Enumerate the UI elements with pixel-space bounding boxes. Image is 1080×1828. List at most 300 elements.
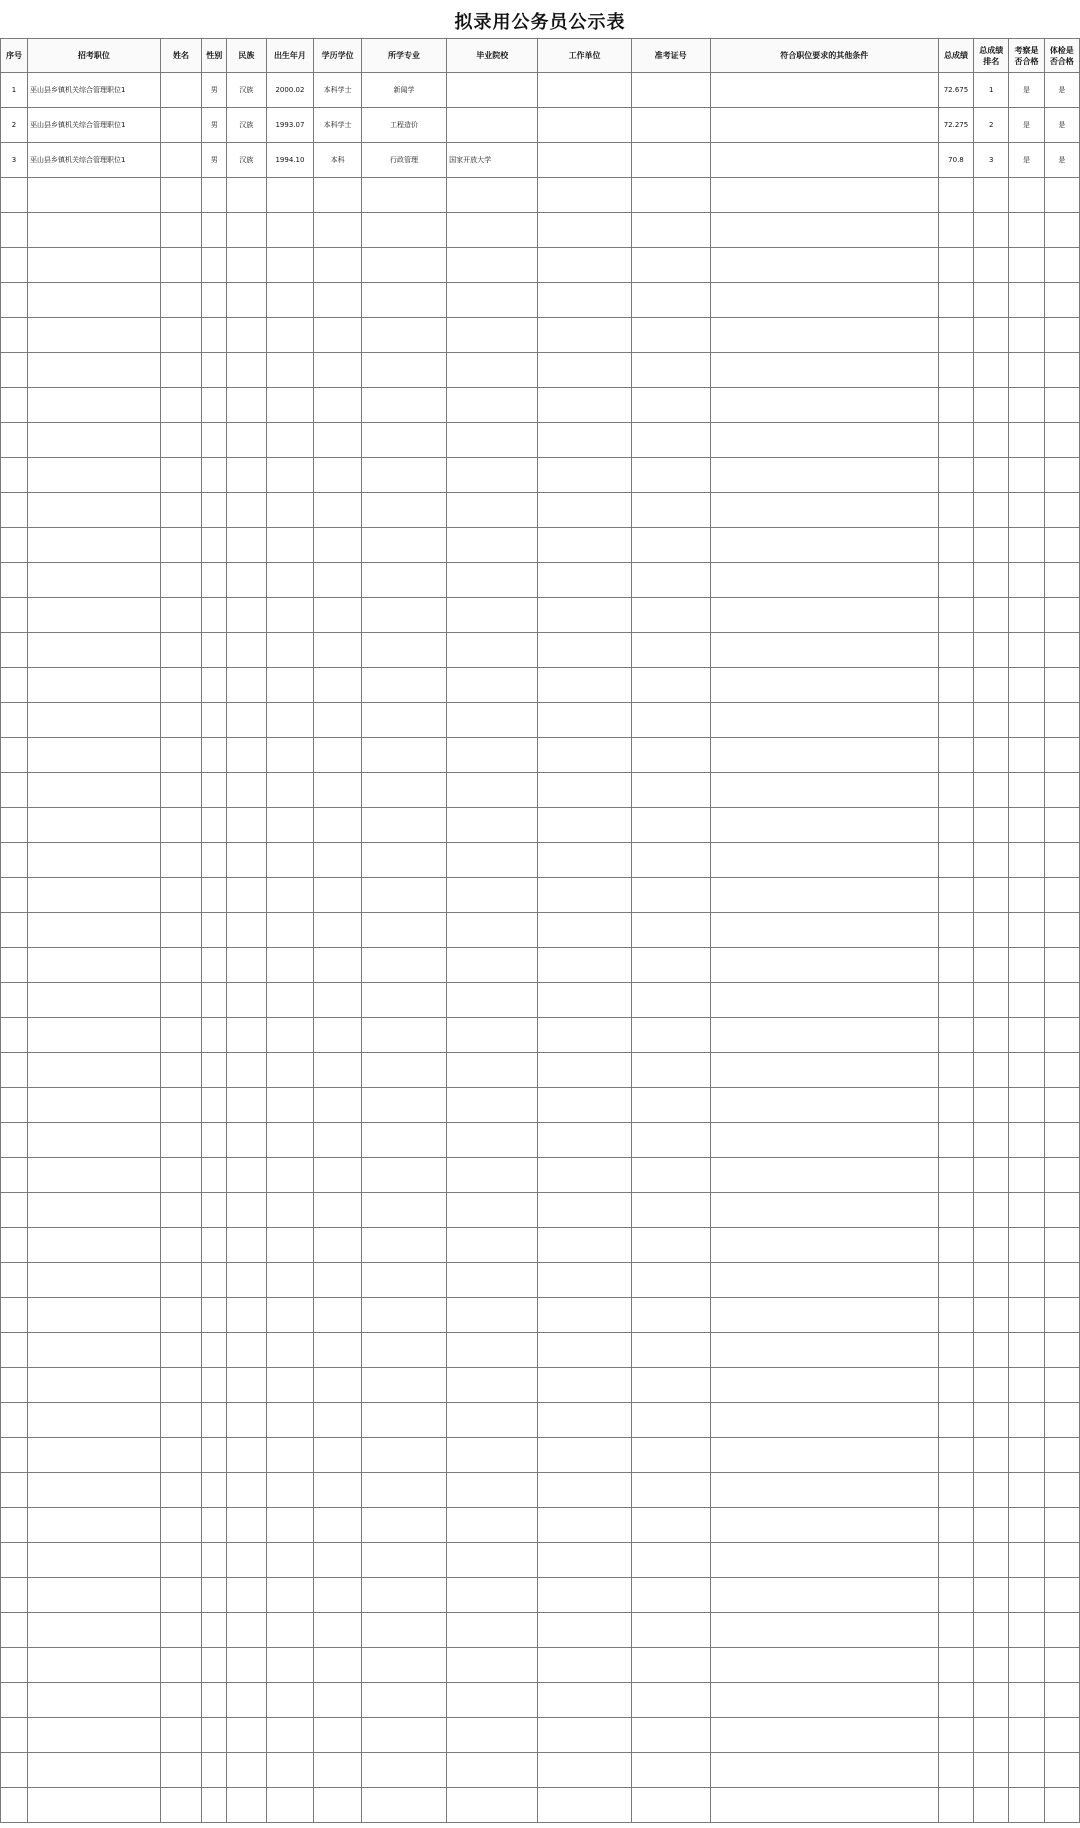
blank-birth-date-cell	[266, 703, 314, 738]
blank-school-cell	[447, 493, 538, 528]
blank-gender-cell	[202, 1543, 227, 1578]
blank-major-cell	[362, 283, 447, 318]
blank-inspection-result-cell	[1009, 703, 1044, 738]
blank-exam-number-cell	[631, 423, 710, 458]
blank-medical-result-cell	[1044, 1403, 1079, 1438]
blank-exam-number-cell	[631, 458, 710, 493]
blank-conditions-cell	[710, 1753, 938, 1788]
blank-degree-cell	[314, 1578, 362, 1613]
blank-conditions-cell	[710, 703, 938, 738]
blank-birth-date-cell	[266, 738, 314, 773]
header-cell: 民族	[227, 39, 266, 73]
blank-score-cell	[938, 1648, 973, 1683]
blank-school-cell	[447, 1158, 538, 1193]
blank-conditions-cell	[710, 248, 938, 283]
blank-name-cell	[160, 1508, 202, 1543]
blank-gender-cell	[202, 283, 227, 318]
blank-name-cell	[160, 948, 202, 983]
position-cell: 巫山县乡镇机关综合管理职位1	[27, 73, 160, 108]
blank-inspection-result-cell	[1009, 1403, 1044, 1438]
blank-inspection-result-cell	[1009, 1543, 1044, 1578]
blank-ethnicity-cell	[227, 1753, 266, 1788]
blank-score-cell	[938, 668, 973, 703]
blank-table-row	[1, 458, 1080, 493]
blank-medical-result-cell	[1044, 283, 1079, 318]
blank-conditions-cell	[710, 773, 938, 808]
score-cell: 72.275	[938, 108, 973, 143]
blank-medical-result-cell	[1044, 458, 1079, 493]
blank-workplace-cell	[538, 1648, 631, 1683]
medical-result-cell: 是	[1044, 143, 1079, 178]
blank-rank-cell	[974, 528, 1009, 563]
blank-degree-cell	[314, 388, 362, 423]
blank-workplace-cell	[538, 248, 631, 283]
blank-name-cell	[160, 913, 202, 948]
blank-school-cell	[447, 1613, 538, 1648]
blank-table-row	[1, 178, 1080, 213]
blank-score-cell	[938, 1123, 973, 1158]
blank-gender-cell	[202, 388, 227, 423]
blank-position-cell	[27, 213, 160, 248]
blank-rank-cell	[974, 1018, 1009, 1053]
blank-conditions-cell	[710, 1438, 938, 1473]
blank-rank-cell	[974, 248, 1009, 283]
blank-position-cell	[27, 773, 160, 808]
blank-row-number-cell	[1, 283, 28, 318]
blank-name-cell	[160, 1018, 202, 1053]
blank-score-cell	[938, 563, 973, 598]
blank-score-cell	[938, 1193, 973, 1228]
blank-medical-result-cell	[1044, 703, 1079, 738]
blank-workplace-cell	[538, 1228, 631, 1263]
blank-exam-number-cell	[631, 1753, 710, 1788]
blank-conditions-cell	[710, 1718, 938, 1753]
blank-ethnicity-cell	[227, 843, 266, 878]
blank-score-cell	[938, 1543, 973, 1578]
blank-row-number-cell	[1, 598, 28, 633]
blank-row-number-cell	[1, 703, 28, 738]
blank-name-cell	[160, 178, 202, 213]
blank-birth-date-cell	[266, 773, 314, 808]
blank-score-cell	[938, 318, 973, 353]
blank-school-cell	[447, 1298, 538, 1333]
blank-exam-number-cell	[631, 1263, 710, 1298]
blank-medical-result-cell	[1044, 948, 1079, 983]
exam-number-cell	[631, 73, 710, 108]
blank-school-cell	[447, 353, 538, 388]
blank-gender-cell	[202, 1228, 227, 1263]
blank-name-cell	[160, 318, 202, 353]
blank-birth-date-cell	[266, 283, 314, 318]
blank-rank-cell	[974, 1158, 1009, 1193]
blank-degree-cell	[314, 1508, 362, 1543]
blank-school-cell	[447, 318, 538, 353]
blank-exam-number-cell	[631, 248, 710, 283]
blank-major-cell	[362, 1788, 447, 1823]
blank-table-row	[1, 1543, 1080, 1578]
blank-table-row	[1, 1508, 1080, 1543]
blank-table-row	[1, 1718, 1080, 1753]
blank-degree-cell	[314, 318, 362, 353]
blank-exam-number-cell	[631, 633, 710, 668]
blank-table-row	[1, 1298, 1080, 1333]
blank-position-cell	[27, 1368, 160, 1403]
blank-rank-cell	[974, 703, 1009, 738]
header-cell: 工作单位	[538, 39, 631, 73]
blank-rank-cell	[974, 843, 1009, 878]
blank-gender-cell	[202, 1788, 227, 1823]
blank-position-cell	[27, 1613, 160, 1648]
blank-degree-cell	[314, 1438, 362, 1473]
blank-major-cell	[362, 213, 447, 248]
blank-rank-cell	[974, 423, 1009, 458]
blank-degree-cell	[314, 668, 362, 703]
blank-workplace-cell	[538, 1158, 631, 1193]
inspection-result-cell: 是	[1009, 143, 1044, 178]
degree-cell: 本科学士	[314, 108, 362, 143]
blank-gender-cell	[202, 1578, 227, 1613]
blank-inspection-result-cell	[1009, 1508, 1044, 1543]
blank-medical-result-cell	[1044, 1788, 1079, 1823]
blank-school-cell	[447, 1683, 538, 1718]
blank-rank-cell	[974, 1298, 1009, 1333]
blank-position-cell	[27, 598, 160, 633]
blank-degree-cell	[314, 1368, 362, 1403]
blank-workplace-cell	[538, 633, 631, 668]
blank-row-number-cell	[1, 843, 28, 878]
blank-medical-result-cell	[1044, 1333, 1079, 1368]
blank-degree-cell	[314, 493, 362, 528]
blank-workplace-cell	[538, 563, 631, 598]
blank-score-cell	[938, 1403, 973, 1438]
blank-table-row	[1, 843, 1080, 878]
school-cell: 国家开放大学	[447, 143, 538, 178]
blank-medical-result-cell	[1044, 1613, 1079, 1648]
blank-exam-number-cell	[631, 1298, 710, 1333]
blank-birth-date-cell	[266, 668, 314, 703]
blank-score-cell	[938, 1053, 973, 1088]
blank-inspection-result-cell	[1009, 633, 1044, 668]
major-cell: 行政管理	[362, 143, 447, 178]
blank-major-cell	[362, 738, 447, 773]
blank-ethnicity-cell	[227, 353, 266, 388]
blank-row-number-cell	[1, 1053, 28, 1088]
blank-row-number-cell	[1, 1543, 28, 1578]
blank-workplace-cell	[538, 1753, 631, 1788]
blank-birth-date-cell	[266, 1368, 314, 1403]
blank-inspection-result-cell	[1009, 1473, 1044, 1508]
blank-conditions-cell	[710, 1193, 938, 1228]
medical-result-cell: 是	[1044, 108, 1079, 143]
blank-ethnicity-cell	[227, 1788, 266, 1823]
blank-name-cell	[160, 1333, 202, 1368]
blank-medical-result-cell	[1044, 248, 1079, 283]
blank-medical-result-cell	[1044, 1543, 1079, 1578]
blank-position-cell	[27, 1228, 160, 1263]
blank-degree-cell	[314, 913, 362, 948]
blank-gender-cell	[202, 1263, 227, 1298]
blank-medical-result-cell	[1044, 1508, 1079, 1543]
blank-inspection-result-cell	[1009, 738, 1044, 773]
blank-medical-result-cell	[1044, 1753, 1079, 1788]
blank-major-cell	[362, 493, 447, 528]
blank-inspection-result-cell	[1009, 1158, 1044, 1193]
blank-birth-date-cell	[266, 493, 314, 528]
blank-school-cell	[447, 213, 538, 248]
blank-medical-result-cell	[1044, 773, 1079, 808]
blank-gender-cell	[202, 178, 227, 213]
blank-exam-number-cell	[631, 1368, 710, 1403]
blank-workplace-cell	[538, 1683, 631, 1718]
blank-exam-number-cell	[631, 1403, 710, 1438]
blank-table-row	[1, 1753, 1080, 1788]
blank-exam-number-cell	[631, 1508, 710, 1543]
blank-rank-cell	[974, 1788, 1009, 1823]
blank-inspection-result-cell	[1009, 213, 1044, 248]
blank-exam-number-cell	[631, 1193, 710, 1228]
blank-medical-result-cell	[1044, 1298, 1079, 1333]
blank-score-cell	[938, 948, 973, 983]
blank-position-cell	[27, 1508, 160, 1543]
blank-major-cell	[362, 1053, 447, 1088]
blank-table-row	[1, 423, 1080, 458]
blank-major-cell	[362, 773, 447, 808]
blank-workplace-cell	[538, 493, 631, 528]
blank-school-cell	[447, 528, 538, 563]
blank-medical-result-cell	[1044, 528, 1079, 563]
blank-conditions-cell	[710, 528, 938, 563]
blank-conditions-cell	[710, 1368, 938, 1403]
blank-major-cell	[362, 1158, 447, 1193]
blank-table-row	[1, 283, 1080, 318]
blank-school-cell	[447, 738, 538, 773]
blank-name-cell	[160, 458, 202, 493]
blank-gender-cell	[202, 563, 227, 598]
gender-cell: 男	[202, 73, 227, 108]
blank-score-cell	[938, 1438, 973, 1473]
blank-table-row	[1, 1053, 1080, 1088]
blank-inspection-result-cell	[1009, 248, 1044, 283]
medical-result-cell: 是	[1044, 73, 1079, 108]
blank-conditions-cell	[710, 1228, 938, 1263]
blank-medical-result-cell	[1044, 318, 1079, 353]
table-row	[1, 108, 1080, 143]
blank-degree-cell	[314, 1788, 362, 1823]
blank-exam-number-cell	[631, 913, 710, 948]
blank-table-row	[1, 948, 1080, 983]
blank-school-cell	[447, 1438, 538, 1473]
blank-row-number-cell	[1, 1718, 28, 1753]
blank-medical-result-cell	[1044, 598, 1079, 633]
blank-exam-number-cell	[631, 773, 710, 808]
blank-inspection-result-cell	[1009, 1683, 1044, 1718]
blank-birth-date-cell	[266, 633, 314, 668]
blank-school-cell	[447, 1473, 538, 1508]
blank-school-cell	[447, 703, 538, 738]
blank-birth-date-cell	[266, 1228, 314, 1263]
blank-ethnicity-cell	[227, 1018, 266, 1053]
blank-gender-cell	[202, 1613, 227, 1648]
blank-conditions-cell	[710, 1508, 938, 1543]
blank-position-cell	[27, 178, 160, 213]
blank-degree-cell	[314, 948, 362, 983]
blank-name-cell	[160, 1123, 202, 1158]
blank-school-cell	[447, 563, 538, 598]
blank-position-cell	[27, 1053, 160, 1088]
blank-medical-result-cell	[1044, 843, 1079, 878]
blank-school-cell	[447, 1403, 538, 1438]
blank-gender-cell	[202, 1473, 227, 1508]
blank-position-cell	[27, 1753, 160, 1788]
header-cell: 招考职位	[27, 39, 160, 73]
blank-position-cell	[27, 1263, 160, 1298]
blank-medical-result-cell	[1044, 1368, 1079, 1403]
blank-inspection-result-cell	[1009, 598, 1044, 633]
header-cell: 准考证号	[631, 39, 710, 73]
blank-birth-date-cell	[266, 1123, 314, 1158]
name-cell	[160, 73, 202, 108]
blank-birth-date-cell	[266, 1578, 314, 1613]
blank-position-cell	[27, 563, 160, 598]
blank-rank-cell	[974, 213, 1009, 248]
blank-exam-number-cell	[631, 1543, 710, 1578]
blank-position-cell	[27, 423, 160, 458]
blank-ethnicity-cell	[227, 1613, 266, 1648]
blank-inspection-result-cell	[1009, 878, 1044, 913]
blank-medical-result-cell	[1044, 738, 1079, 773]
ethnicity-cell: 汉族	[227, 143, 266, 178]
blank-school-cell	[447, 598, 538, 633]
blank-workplace-cell	[538, 1298, 631, 1333]
blank-exam-number-cell	[631, 1123, 710, 1158]
blank-exam-number-cell	[631, 948, 710, 983]
blank-position-cell	[27, 1403, 160, 1438]
blank-ethnicity-cell	[227, 458, 266, 493]
gender-cell: 男	[202, 143, 227, 178]
blank-workplace-cell	[538, 1193, 631, 1228]
blank-score-cell	[938, 1473, 973, 1508]
header-cell: 性别	[202, 39, 227, 73]
blank-score-cell	[938, 1788, 973, 1823]
blank-inspection-result-cell	[1009, 913, 1044, 948]
blank-degree-cell	[314, 1753, 362, 1788]
blank-conditions-cell	[710, 1333, 938, 1368]
blank-gender-cell	[202, 1333, 227, 1368]
blank-conditions-cell	[710, 668, 938, 703]
blank-table-row	[1, 248, 1080, 283]
blank-score-cell	[938, 1613, 973, 1648]
blank-rank-cell	[974, 318, 1009, 353]
blank-score-cell	[938, 738, 973, 773]
blank-inspection-result-cell	[1009, 1053, 1044, 1088]
blank-conditions-cell	[710, 1298, 938, 1333]
blank-ethnicity-cell	[227, 213, 266, 248]
blank-medical-result-cell	[1044, 1263, 1079, 1298]
public-notice-table	[0, 38, 1080, 1823]
blank-conditions-cell	[710, 1648, 938, 1683]
blank-inspection-result-cell	[1009, 318, 1044, 353]
blank-gender-cell	[202, 1088, 227, 1123]
header-cell: 出生年月	[266, 39, 314, 73]
blank-table-row	[1, 1438, 1080, 1473]
blank-position-cell	[27, 1473, 160, 1508]
blank-workplace-cell	[538, 1543, 631, 1578]
blank-row-number-cell	[1, 1018, 28, 1053]
blank-workplace-cell	[538, 1368, 631, 1403]
row-number-cell: 1	[1, 73, 28, 108]
blank-school-cell	[447, 388, 538, 423]
blank-position-cell	[27, 983, 160, 1018]
blank-degree-cell	[314, 1193, 362, 1228]
blank-conditions-cell	[710, 1578, 938, 1613]
blank-name-cell	[160, 388, 202, 423]
blank-birth-date-cell	[266, 423, 314, 458]
blank-birth-date-cell	[266, 843, 314, 878]
blank-inspection-result-cell	[1009, 1298, 1044, 1333]
blank-major-cell	[362, 248, 447, 283]
blank-workplace-cell	[538, 1053, 631, 1088]
blank-school-cell	[447, 948, 538, 983]
blank-school-cell	[447, 1648, 538, 1683]
blank-school-cell	[447, 773, 538, 808]
blank-exam-number-cell	[631, 598, 710, 633]
blank-exam-number-cell	[631, 808, 710, 843]
score-cell: 72.675	[938, 73, 973, 108]
blank-school-cell	[447, 458, 538, 493]
exam-number-cell	[631, 143, 710, 178]
blank-rank-cell	[974, 1718, 1009, 1753]
blank-conditions-cell	[710, 1683, 938, 1718]
blank-gender-cell	[202, 983, 227, 1018]
blank-table-row	[1, 773, 1080, 808]
blank-exam-number-cell	[631, 668, 710, 703]
blank-name-cell	[160, 1648, 202, 1683]
blank-birth-date-cell	[266, 353, 314, 388]
header-cell: 符合职位要求的其他条件	[710, 39, 938, 73]
blank-inspection-result-cell	[1009, 283, 1044, 318]
blank-row-number-cell	[1, 1508, 28, 1543]
blank-birth-date-cell	[266, 1543, 314, 1578]
workplace-cell	[538, 143, 631, 178]
blank-name-cell	[160, 248, 202, 283]
blank-degree-cell	[314, 213, 362, 248]
blank-rank-cell	[974, 1438, 1009, 1473]
blank-exam-number-cell	[631, 1683, 710, 1718]
blank-school-cell	[447, 1368, 538, 1403]
blank-exam-number-cell	[631, 563, 710, 598]
blank-gender-cell	[202, 668, 227, 703]
blank-major-cell	[362, 1438, 447, 1473]
blank-medical-result-cell	[1044, 1018, 1079, 1053]
blank-ethnicity-cell	[227, 1053, 266, 1088]
blank-major-cell	[362, 1333, 447, 1368]
blank-major-cell	[362, 388, 447, 423]
blank-score-cell	[938, 633, 973, 668]
blank-rank-cell	[974, 633, 1009, 668]
blank-medical-result-cell	[1044, 423, 1079, 458]
blank-workplace-cell	[538, 353, 631, 388]
ethnicity-cell: 汉族	[227, 108, 266, 143]
blank-medical-result-cell	[1044, 1193, 1079, 1228]
blank-table-row	[1, 1403, 1080, 1438]
blank-birth-date-cell	[266, 948, 314, 983]
blank-major-cell	[362, 353, 447, 388]
blank-rank-cell	[974, 668, 1009, 703]
blank-rank-cell	[974, 983, 1009, 1018]
blank-degree-cell	[314, 1123, 362, 1158]
blank-major-cell	[362, 1753, 447, 1788]
blank-row-number-cell	[1, 983, 28, 1018]
